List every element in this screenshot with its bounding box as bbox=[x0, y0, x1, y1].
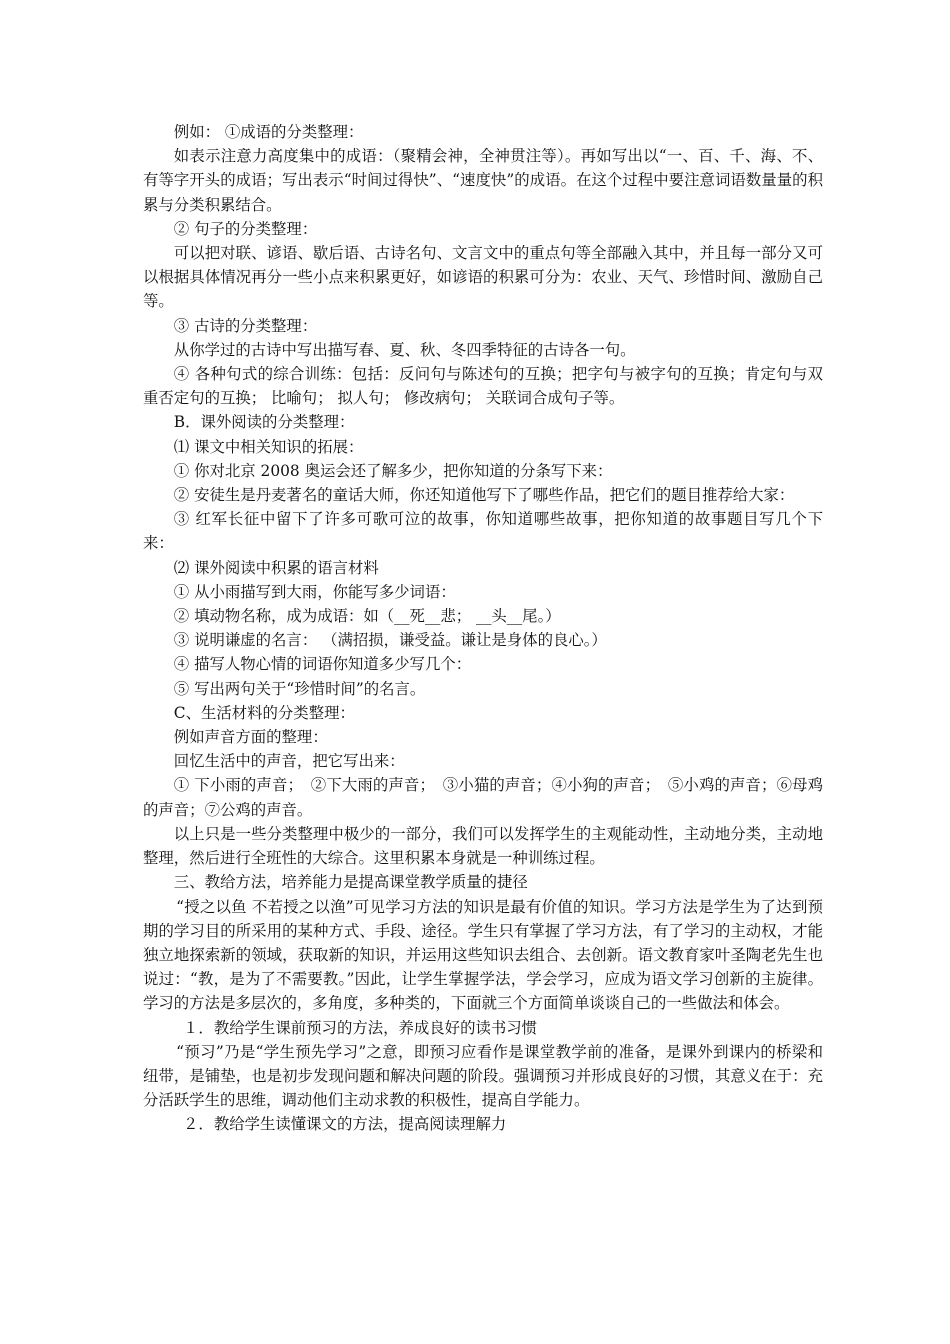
paragraph: ② 填动物名称，成为成语：如（__死__悲； __头__尾。） bbox=[173, 607, 561, 626]
paragraph: 例如： ①成语的分类整理： bbox=[173, 123, 364, 141]
paragraph: 从你学过的古诗中写出描写春、夏、秋、冬四季特征的古诗各一句。 bbox=[173, 340, 636, 359]
paragraph: ② 安徒生是丹麦著名的童话大师，你还知道他写下了哪些作品，把它们的题目推荐给大家： bbox=[173, 486, 795, 505]
subsection-heading: １．教给学生课前预习的方法，养成良好的读书习惯 bbox=[183, 1018, 538, 1037]
paragraph: ⑴ 课文中相关知识的拓展： bbox=[173, 437, 364, 456]
paragraph: 如表示注意力高度集中的成语：（聚精会神，全神贯注等）。再如写出以“一、百、千、海、不、有等字开头的成语；写出表示“时间过得快”、“速度快”的成语。在这个过程中要注意词语数量量的积累与分类积累结合。 bbox=[143, 147, 823, 214]
paragraph: ⑤ 写出两句关于“珍惜时间”的名言。 bbox=[173, 679, 426, 698]
paragraph: 以上只是一些分类整理中极少的一部分，我们可以发挥学生的主观能动性，主动地分类，主动地整理，然后进行全班性的大综合。这里积累本身就是一种训练过程。 bbox=[143, 824, 823, 868]
subsection-heading: ２．教给学生读懂课文的方法，提高阅读理解力 bbox=[183, 1115, 507, 1134]
paragraph: ③ 红军长征中留下了许多可歌可泣的故事，你知道哪些故事，把你知道的故事题目写几个下来： bbox=[143, 510, 823, 553]
paragraph: “预习”乃是“学生预先学习”之意，即预习应看作是课堂教学前的准备，是课外到课内的桥梁和纽带，是铺垫，也是初步发现问题和解决问题的阶段。强调预习并形成良好的习惯，其意义在于：充分活跃学生的思维，调动他们主动求教的积极性，提高自学能力。 bbox=[143, 1042, 823, 1110]
paragraph: 可以把对联、谚语、歇后语、古诗名句、文言文中的重点句等全部融入其中，并且每一部分又可以根据具体情况再分一些小点来积累更好，如谚语的积累可分为：农业、天气、珍惜时间、激励自己等。 bbox=[143, 244, 823, 311]
paragraph: C、生活材料的分类整理： bbox=[173, 703, 355, 722]
paragraph: ① 下小雨的声音； ②下大雨的声音； ③小猫的声音；④小狗的声音； ⑤小鸡的声音；⑥母鸡的声音；⑦公鸡的声音。 bbox=[143, 776, 823, 819]
paragraph: “授之以鱼 不若授之以渔”可见学习方法的知识是最有价值的知识。学习方法是学生为了达到预期的学习目的所采用的某种方式、手段、途径。学生只有掌握了学习方法，有了学习的主动权，才能独立地探索新的领域，获取新的知识，并运用这些知识去组合、去创新。语文教育家叶圣陶老先生也说过：“教，是为了不需要教。”因此，让学生掌握学法，学会学习，应成为语文学习创新的主旋律。学习的方法是多层次的，多角度，多种类的，下面就三个方面简单谈谈自己的一些做法和体会。 bbox=[143, 897, 823, 1013]
paragraph: ④ 各种句式的综合训练：包括：反问句与陈述句的互换；把字句与被字句的互换；肯定句与双重否定句的互换； 比喻句； 拟人句； 修改病句； 关联词合成句子等。 bbox=[143, 365, 823, 408]
paragraph: ② 句子的分类整理： bbox=[173, 219, 318, 238]
paragraph: ⑵ 课外阅读中积累的语言材料 bbox=[173, 558, 379, 577]
paragraph: 回忆生活中的声音，把它写出来： bbox=[173, 752, 405, 771]
paragraph: ③ 古诗的分类整理： bbox=[173, 316, 318, 335]
section-heading: 三、教给方法，培养能力是提高课堂教学质量的捷径 bbox=[173, 873, 528, 892]
paragraph: ① 从小雨描写到大雨，你能写多少词语： bbox=[173, 582, 456, 601]
document-page bbox=[143, 120, 823, 1137]
paragraph: 例如声音方面的整理： bbox=[173, 728, 328, 747]
paragraph: B．课外阅读的分类整理： bbox=[173, 413, 355, 432]
paragraph: ④ 描写人物心情的词语你知道多少写几个： bbox=[173, 655, 472, 674]
paragraph: ① 你对北京 2008 奥运会还了解多少，把你知道的分条写下来： bbox=[173, 461, 613, 480]
paragraph: ③ 说明谦虚的名言： （满招损，谦受益。谦让是身体的良心。） bbox=[173, 631, 607, 650]
